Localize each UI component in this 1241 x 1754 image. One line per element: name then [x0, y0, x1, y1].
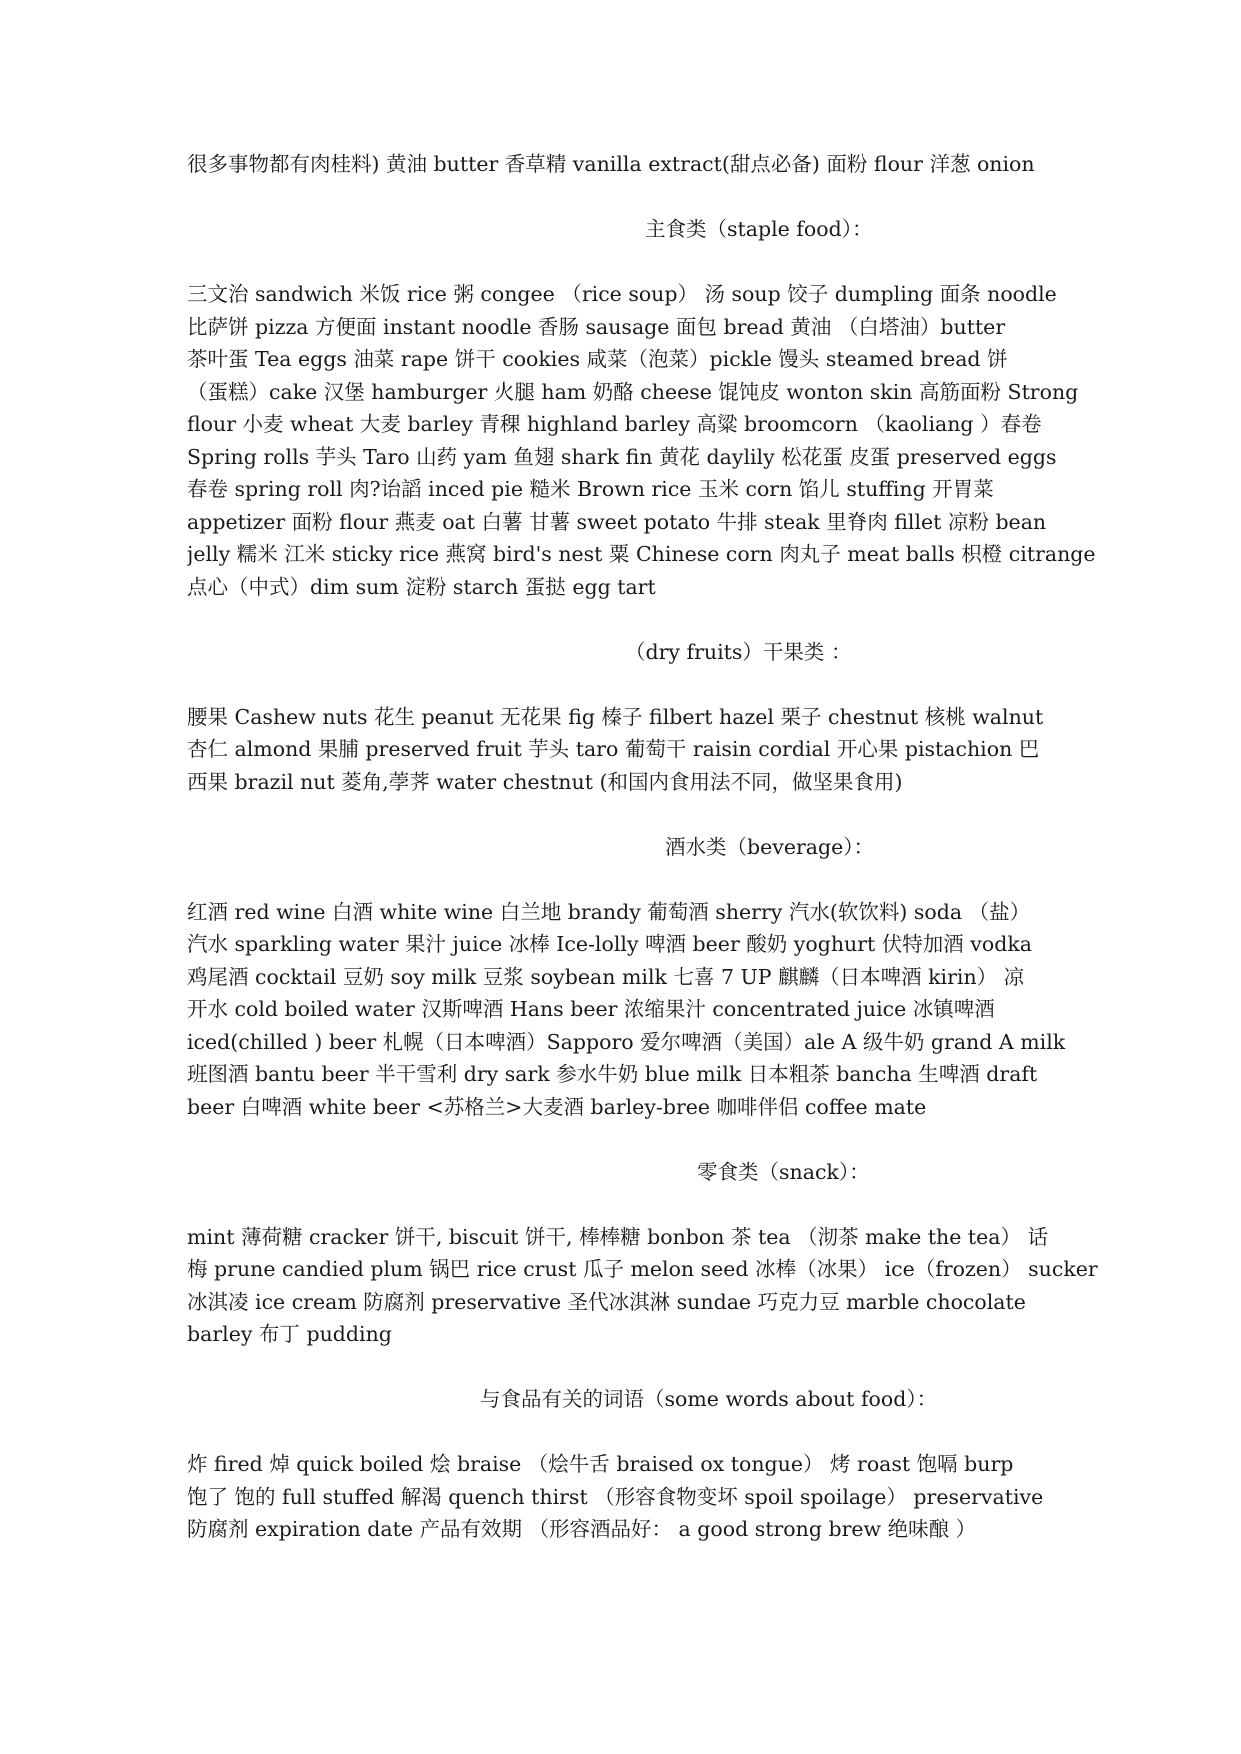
text-line: 班图酒 bantu beer 半干雪利 dry sark 参水牛奶 blue milk 日本粗茶 bancha 生啤酒 draft: [187, 1062, 1038, 1086]
text-line: 比萨饼 pizza 方便面 instant noodle 香肠 sausage 面包 bread 黄油 （白塔油）butter: [187, 314, 1006, 339]
text-line: barley 布丁 pudding: [187, 1322, 392, 1346]
section-heading-snack: 零食类（snack）：: [697, 1159, 870, 1184]
text-line: 三文治 sandwich 米饭 rice 粥 congee （rice soup） 汤 soup 饺子 dumpling 面条 noodle: [187, 282, 1057, 306]
text-line: （蛋糕）cake 汉堡 hamburger 火腿 ham 奶酪 cheese 馄饨皮 wonton skin 高筋面粉 Strong: [187, 379, 1079, 404]
text-line: 红酒 red wine 白酒 white wine 白兰地 brandy 葡萄酒 sherry 汽水(软饮料) soda （盐）: [187, 899, 1031, 924]
text-line: 饱了 饱的 full stuffed 解渴 quench thirst （形容食物变坏 spoil spoilage） preservative: [187, 1484, 1044, 1509]
text-line: beer 白啤酒 white beer <苏格兰>大麦酒 barley-bree 咖啡伴侣 coffee mate: [187, 1094, 927, 1119]
text-line: appetizer 面粉 flour 燕麦 oat 白薯 甘薯 sweet potato 牛排 steak 里脊肉 fillet 凉粉 bean: [187, 509, 1047, 534]
text-line: 鸡尾酒 cocktail 豆奶 soy milk 豆浆 soybean milk 七喜 7 UP 麒麟（日本啤酒 kirin） 凉: [187, 964, 1025, 989]
text-line: Spring rolls 芋头 Taro 山药 yam 鱼翅 shark fin 黄花 daylily 松花蛋 皮蛋 preserved eggs: [187, 444, 1057, 469]
text-line: mint 薄荷糖 cracker 饼干, biscuit 饼干, 棒棒糖 bonbon 茶 tea （沏茶 make the tea） 话: [187, 1224, 1049, 1249]
text-line: 炸 fired 焯 quick boiled 烩 braise （烩牛舌 braised ox tongue） 烤 roast 饱嗝 burp: [187, 1452, 1014, 1476]
text-line: jelly 糯米 江米 sticky rice 燕窝 bird's nest 粟 Chinese corn 肉丸子 meat balls 枳橙 citrange: [187, 542, 1096, 566]
section-body-staple-food: [187, 278, 1107, 603]
text-line: 西果 brazil nut 菱角,荸荠 water chestnut (和国内食用法不同，做坚果食用): [187, 769, 903, 794]
intro-line: 很多事物都有肉桂料) 黄油 butter 香草精 vanilla extract(甜点必备) 面粉 flour 洋葱 onion: [187, 152, 1035, 176]
section-body-beverage: [187, 896, 1107, 1124]
text-line: 梅 prune candied plum 锅巴 rice crust 瓜子 melon seed 冰棒（冰果） ice（frozen） sucker: [187, 1257, 1098, 1281]
text-line: 开水 cold boiled water 汉斯啤酒 Hans beer 浓缩果汁 concentrated juice 冰镇啤酒: [187, 997, 995, 1021]
section-heading-beverage: 酒水类（beverage）：: [665, 834, 874, 859]
text-line: 春卷 spring roll 肉?诒謟 inced pie 糙米 Brown rice 玉米 corn 馅儿 stuffing 开胃菜: [187, 477, 994, 501]
text-line: 杏仁 almond 果脯 preserved fruit 芋头 taro 葡萄干 raisin cordial 开心果 pistachion 巴: [187, 737, 1040, 761]
document-page: [187, 148, 1107, 1546]
section-body-snack: [187, 1221, 1107, 1351]
text-line: 汽水 sparkling water 果汁 juice 冰棒 Ice-lolly 啤酒 beer 酸奶 yoghurt 伏特加酒 vodka: [187, 932, 1032, 956]
section-body-food-words: [187, 1448, 1107, 1546]
text-line: 防腐剂 expiration date 产品有效期 （形容酒品好： a good strong brew 绝味酿 ）: [187, 1517, 977, 1541]
text-line: 茶叶蛋 Tea eggs 油菜 rape 饼干 cookies 咸菜（泡菜）pickle 馒头 steamed bread 饼: [187, 347, 1008, 371]
section-heading-staple-food: 主食类（staple food）：: [645, 217, 873, 241]
text-line: 点心（中式）dim sum 淀粉 starch 蛋挞 egg tart: [187, 574, 656, 599]
section-heading-dry-fruits: （dry fruits）干果类 ：: [625, 639, 852, 664]
section-heading-food-words: 与食品有关的词语（some words about food）：: [480, 1387, 938, 1411]
text-line: iced(chilled ) beer 札幌（日本啤酒）Sapporo 爱尔啤酒（美国）ale A 级牛奶 grand A milk: [187, 1029, 1066, 1054]
text-line: flour 小麦 wheat 大麦 barley 青稞 highland barley 高粱 broomcorn （kaoliang ）春卷: [187, 412, 1042, 436]
text-line: 冰淇凌 ice cream 防腐剂 preservative 圣代冰淇淋 sundae 巧克力豆 marble chocolate: [187, 1289, 1026, 1314]
text-line: 腰果 Cashew nuts 花生 peanut 无花果 fig 榛子 filbert hazel 栗子 chestnut 核桃 walnut: [187, 704, 1044, 729]
section-body-dry-fruits: [187, 701, 1107, 799]
